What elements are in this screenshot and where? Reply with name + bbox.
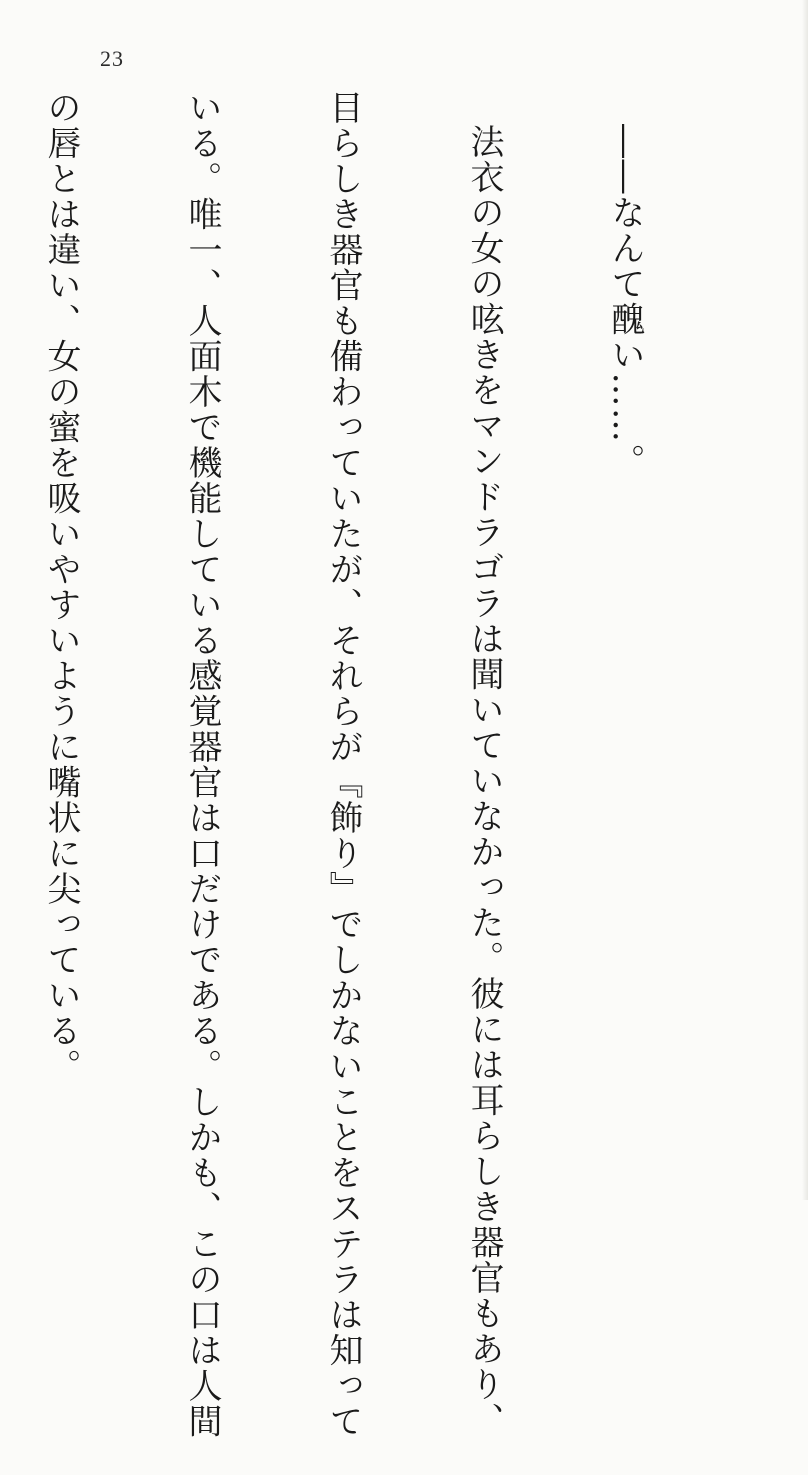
body-text: [0, 90, 742, 1439]
text-line: いる。唯一、人面木で機能している感覚器官は口だけである。しかも、この口は人間: [182, 90, 222, 1439]
text-line: 目らしき器官も備わっていたが、それらが『飾り』でしかないことをステラは知って: [323, 90, 363, 1439]
page-edge-shadow: [802, 0, 808, 1200]
text-line: 法衣の女の呟きをマンドラゴラは聞いていなかった。彼には耳らしき器官もあり、: [464, 124, 504, 1438]
page-number: 23: [100, 46, 124, 71]
text-line: ――なんて醜い……。: [605, 124, 645, 479]
text-line: の唇とは違い、女の蜜を吸いやすいように嘴状に尖っている。: [41, 90, 81, 1084]
